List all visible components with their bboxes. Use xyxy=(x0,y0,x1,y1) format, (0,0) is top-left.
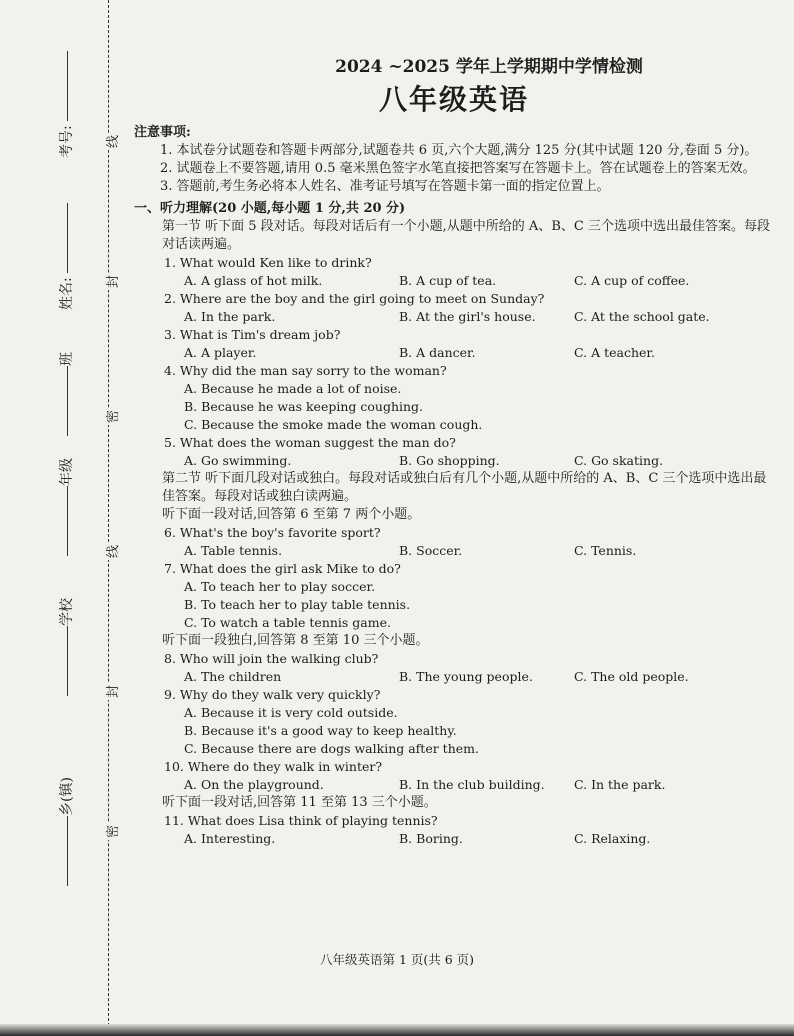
option-a: A. Interesting. xyxy=(184,831,276,846)
option-a: A. Because it is very cold outside. xyxy=(184,705,398,720)
option-c: C. Because the smoke made the woman cough. xyxy=(184,417,483,432)
option-b: B. A cup of tea. xyxy=(399,273,497,288)
cut-mark-line-1: 线 xyxy=(102,133,121,150)
school-field xyxy=(56,598,76,700)
question-options xyxy=(134,668,774,686)
option-b: B. The young people. xyxy=(399,669,533,684)
cut-mark-seal-2: 封 xyxy=(102,683,121,700)
question-7 xyxy=(134,560,774,632)
grade-blank xyxy=(66,486,68,556)
page-footer: 八年级英语第 1 页(共 6 页) xyxy=(319,952,475,967)
option-b: B. Go shopping. xyxy=(399,453,500,468)
option-a: A. On the playground. xyxy=(184,777,324,792)
question-stem: 7. What does the girl ask Mike to do? xyxy=(164,561,401,576)
option-b: B. Because he was keeping coughing. xyxy=(184,399,424,414)
cut-mark-secret-2: 密 xyxy=(102,823,121,840)
class-field xyxy=(56,352,76,440)
question-stem: 6. What's the boy's favorite sport? xyxy=(164,525,381,540)
school-label: 学校 xyxy=(59,598,75,626)
option-c: C. Go skating. xyxy=(574,453,664,468)
question-stem: 9. Why do they walk very quickly? xyxy=(164,687,381,702)
question-stem: 11. What does Lisa think of playing tennis? xyxy=(164,813,438,828)
option-c: C. In the park. xyxy=(574,777,666,792)
option-a: A. Because he made a lot of noise. xyxy=(184,381,402,396)
option-a: A. Go swimming. xyxy=(184,453,292,468)
town-field xyxy=(56,777,76,890)
question-options xyxy=(134,272,774,290)
option-c: C. A teacher. xyxy=(574,345,655,360)
question-1 xyxy=(134,254,774,290)
question-2 xyxy=(134,290,774,326)
option-b: B. In the club building. xyxy=(399,777,545,792)
question-options xyxy=(134,452,774,470)
option-b: B. Soccer. xyxy=(399,543,463,558)
part-2-instructions: 第二节 听下面几段对话或独白。每段对话或独白后有几个小题,从题中所给的 A、B、C 三个选项中选出最佳答案。每段对话或独白读两遍。 xyxy=(162,471,767,504)
notice-item-2: 2. 试题卷上不要答题,请用 0.5 毫米黑色签字水笔直接把答案写在答题卡上。答在试题卷上的答案无效。 xyxy=(160,161,756,176)
question-11 xyxy=(134,812,774,848)
question-options xyxy=(134,308,774,326)
question-3 xyxy=(134,326,774,362)
question-5 xyxy=(134,434,774,470)
notice-item-1: 1. 本试卷分试题卷和答题卡两部分,试题卷共 6 页,六个大题,满分 125 分(其中试题 120 分,卷面 5 分)。 xyxy=(160,143,758,158)
name-field xyxy=(56,203,76,310)
question-4 xyxy=(134,362,774,434)
question-stem: 4. Why did the man say sorry to the woman? xyxy=(164,363,447,378)
question-stem: 2. Where are the boy and the girl going to meet on Sunday? xyxy=(164,291,545,306)
option-b: B. A dancer. xyxy=(399,345,476,360)
option-c: C. At the school gate. xyxy=(574,309,710,324)
question-8 xyxy=(134,650,774,686)
question-9 xyxy=(134,686,774,758)
listen-instruction-8-10: 听下面一段独白,回答第 8 至第 10 三个小题。 xyxy=(162,633,429,648)
question-stem: 8. Who will join the walking club? xyxy=(164,651,379,666)
class-blank xyxy=(66,366,68,436)
binding-dashed-line xyxy=(108,0,109,1036)
question-10 xyxy=(134,758,774,794)
question-options xyxy=(134,830,774,848)
question-options xyxy=(134,344,774,362)
town-label: 乡(镇) xyxy=(59,777,75,816)
option-a: A. In the park. xyxy=(184,309,276,324)
question-stem: 5. What does the woman suggest the man do? xyxy=(164,435,456,450)
scan-edge xyxy=(0,1024,794,1036)
option-c: C. Relaxing. xyxy=(574,831,651,846)
option-a: A. To teach her to play soccer. xyxy=(184,579,376,594)
option-b: B. At the girl's house. xyxy=(399,309,536,324)
town-blank xyxy=(66,816,68,886)
question-options xyxy=(134,776,774,794)
exam-year-title: 2024 ~2025 学年上学期期中学情检测 xyxy=(335,57,643,77)
option-b: B. To teach her to play table tennis. xyxy=(184,597,411,612)
option-c: C. The old people. xyxy=(574,669,689,684)
section-1-heading: 一、听力理解(20 小题,每小题 1 分,共 20 分) xyxy=(134,201,406,216)
notice-heading: 注意事项: xyxy=(134,125,191,140)
question-6 xyxy=(134,524,774,560)
school-blank xyxy=(66,626,68,696)
option-a: A. A player. xyxy=(184,345,257,360)
option-b: B. Boring. xyxy=(399,831,463,846)
exam-number-field xyxy=(56,51,76,158)
exam-subject-title: 八年级英语 xyxy=(378,83,529,116)
option-c: C. Tennis. xyxy=(574,543,637,558)
part-1-instructions: 第一节 听下面 5 段对话。每段对话后有一个小题,从题中所给的 A、B、C 三个选项中选出最佳答案。每段对话读两遍。 xyxy=(162,219,770,252)
option-c: C. To watch a table tennis game. xyxy=(184,615,391,630)
cut-mark-secret-1: 密 xyxy=(102,408,121,425)
grade-label: 年级 xyxy=(59,458,75,486)
exam-number-blank xyxy=(66,51,68,121)
cut-mark-line-2: 线 xyxy=(102,543,121,560)
option-c: C. Because there are dogs walking after them. xyxy=(184,741,479,756)
name-blank xyxy=(66,203,68,273)
question-stem: 10. Where do they walk in winter? xyxy=(164,759,383,774)
grade-field xyxy=(56,458,76,560)
exam-number-label: 考号: xyxy=(59,125,75,158)
option-a: A. Table tennis. xyxy=(184,543,283,558)
class-label: 班 xyxy=(59,352,75,366)
listen-instruction-6-7: 听下面一段对话,回答第 6 至第 7 两个小题。 xyxy=(162,507,421,522)
option-b: B. Because it's a good way to keep healthy. xyxy=(184,723,457,738)
notice-item-3: 3. 答题前,考生务必将本人姓名、准考证号填写在答题卡第一面的指定位置上。 xyxy=(160,179,610,194)
option-c: C. A cup of coffee. xyxy=(574,273,690,288)
question-options xyxy=(134,542,774,560)
cut-mark-seal-1: 封 xyxy=(102,273,121,290)
option-a: A. A glass of hot milk. xyxy=(184,273,323,288)
listen-instruction-11-13: 听下面一段对话,回答第 11 至第 13 三个小题。 xyxy=(162,795,437,810)
name-label: 姓名: xyxy=(59,277,75,310)
option-a: A. The children xyxy=(184,669,282,684)
question-stem: 1. What would Ken like to drink? xyxy=(164,255,372,270)
question-stem: 3. What is Tim's dream job? xyxy=(164,327,341,342)
exam-content xyxy=(134,56,774,848)
